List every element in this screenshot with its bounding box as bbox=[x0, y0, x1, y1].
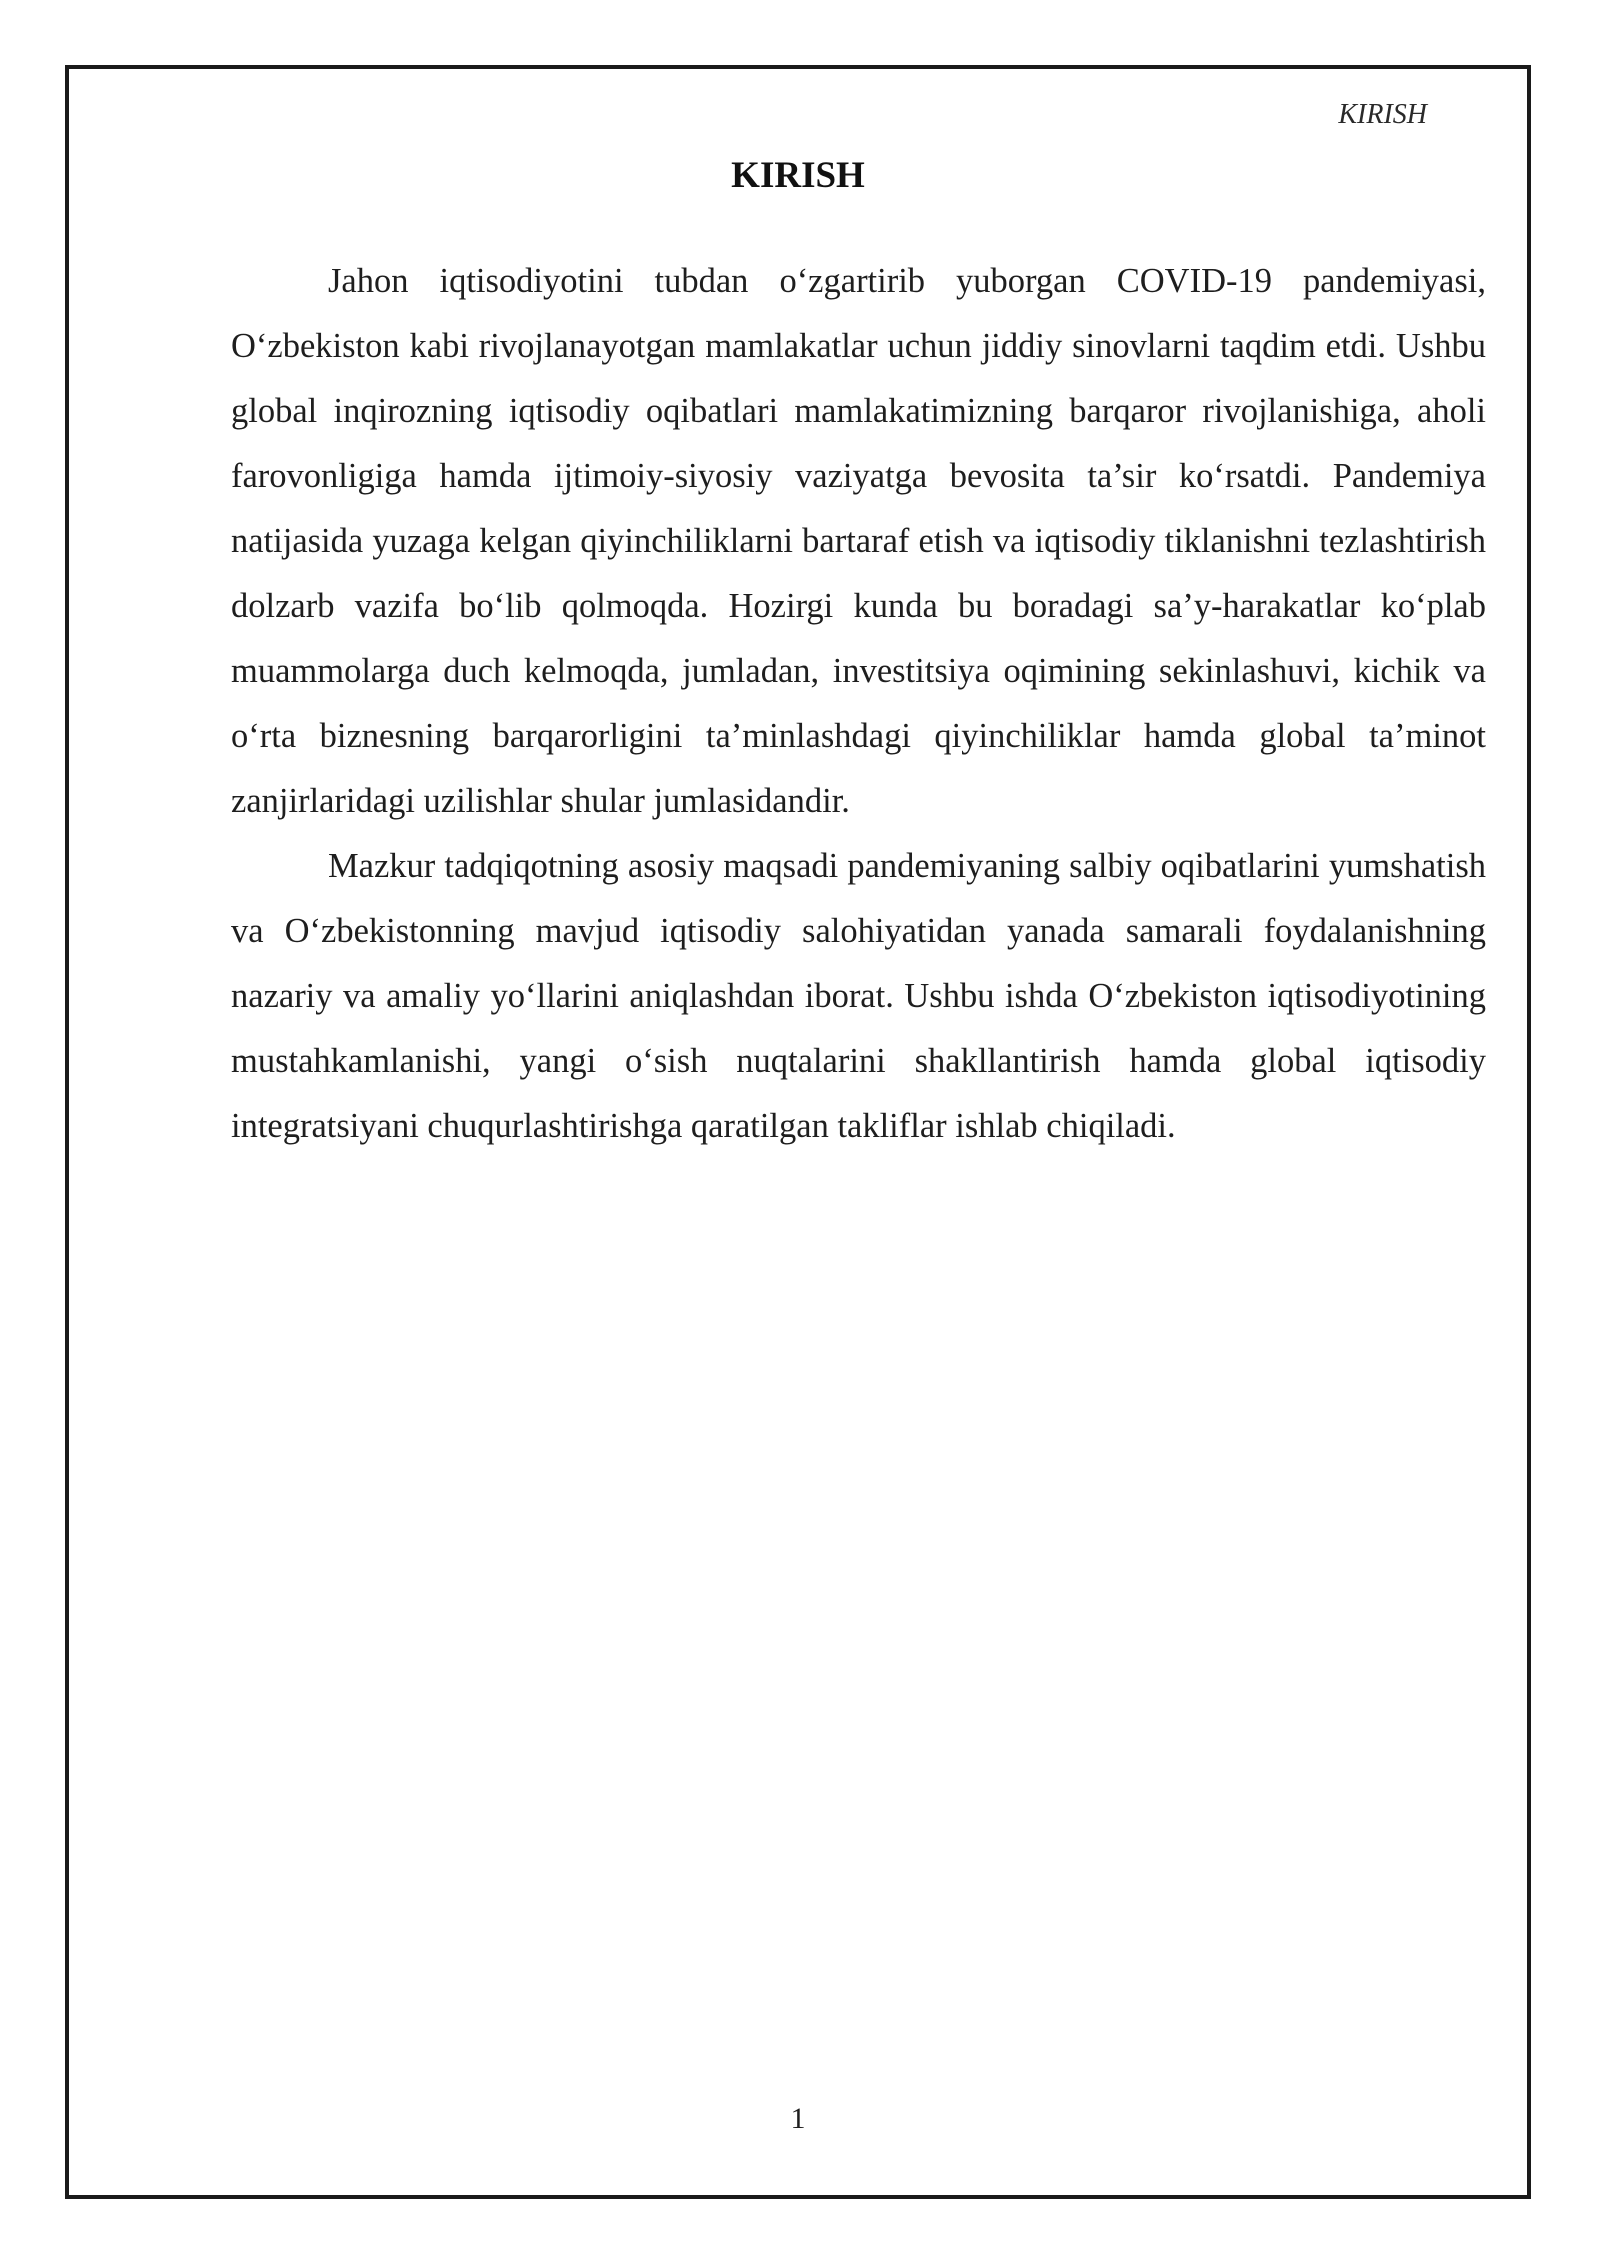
page-number: 1 bbox=[790, 2102, 806, 2135]
running-header: KIRISH bbox=[1338, 99, 1427, 130]
paragraph-1: Jahon iqtisodiyotini tubdan oʻzgartirib yuborgan COVID-19 pandemiyasi, Oʻzbekiston kabi rivojlanayotgan mamlakatlar uchun jiddiy sinovlarni taqdim etdi. Ushbu global inqirozning iqtisodiy oqibatlari mamlakatimizning barqaror rivojlanishiga, aholi farovonligiga hamda ijtimoiy-siyosiy vaziyatga bevosita ta’sir koʻrsatdi. Pandemiya natijasida yuzaga kelgan qiyinchiliklarni bartaraf etish va iqtisodiy tiklanishni tezlashtirish dolzarb vazifa boʻlib qolmoqda. Hozirgi kunda bu boradagi sa’y-harakatlar koʻplab muammolarga duch kelmoqda, jumladan, investitsiya oqimining sekinlashuvi, kichik va oʻrta biznesning barqarorligini ta’minlashdagi qiyinchiliklar hamda global ta’minot zanjirlaridagi uzilishlar shular jumlasidandir. bbox=[231, 262, 1486, 820]
body-text bbox=[231, 249, 1486, 1159]
paragraph-2: Mazkur tadqiqotning asosiy maqsadi pandemiyaning salbiy oqibatlarini yumshatish va Oʻzbekistonning mavjud iqtisodiy salohiyatidan yanada samarali foydalanishning nazariy va amaliy yoʻllarini aniqlashdan iborat. Ushbu ishda Oʻzbekiston iqtisodiyotining mustahkamlanishi, yangi oʻsish nuqtalarini shakllantirish hamda global iqtisodiy integratsiyani chuqurlashtirishga qaratilgan takliflar ishlab chiqiladi. bbox=[231, 847, 1486, 1145]
page-frame bbox=[65, 65, 1531, 2199]
page-title: KIRISH bbox=[731, 155, 865, 196]
